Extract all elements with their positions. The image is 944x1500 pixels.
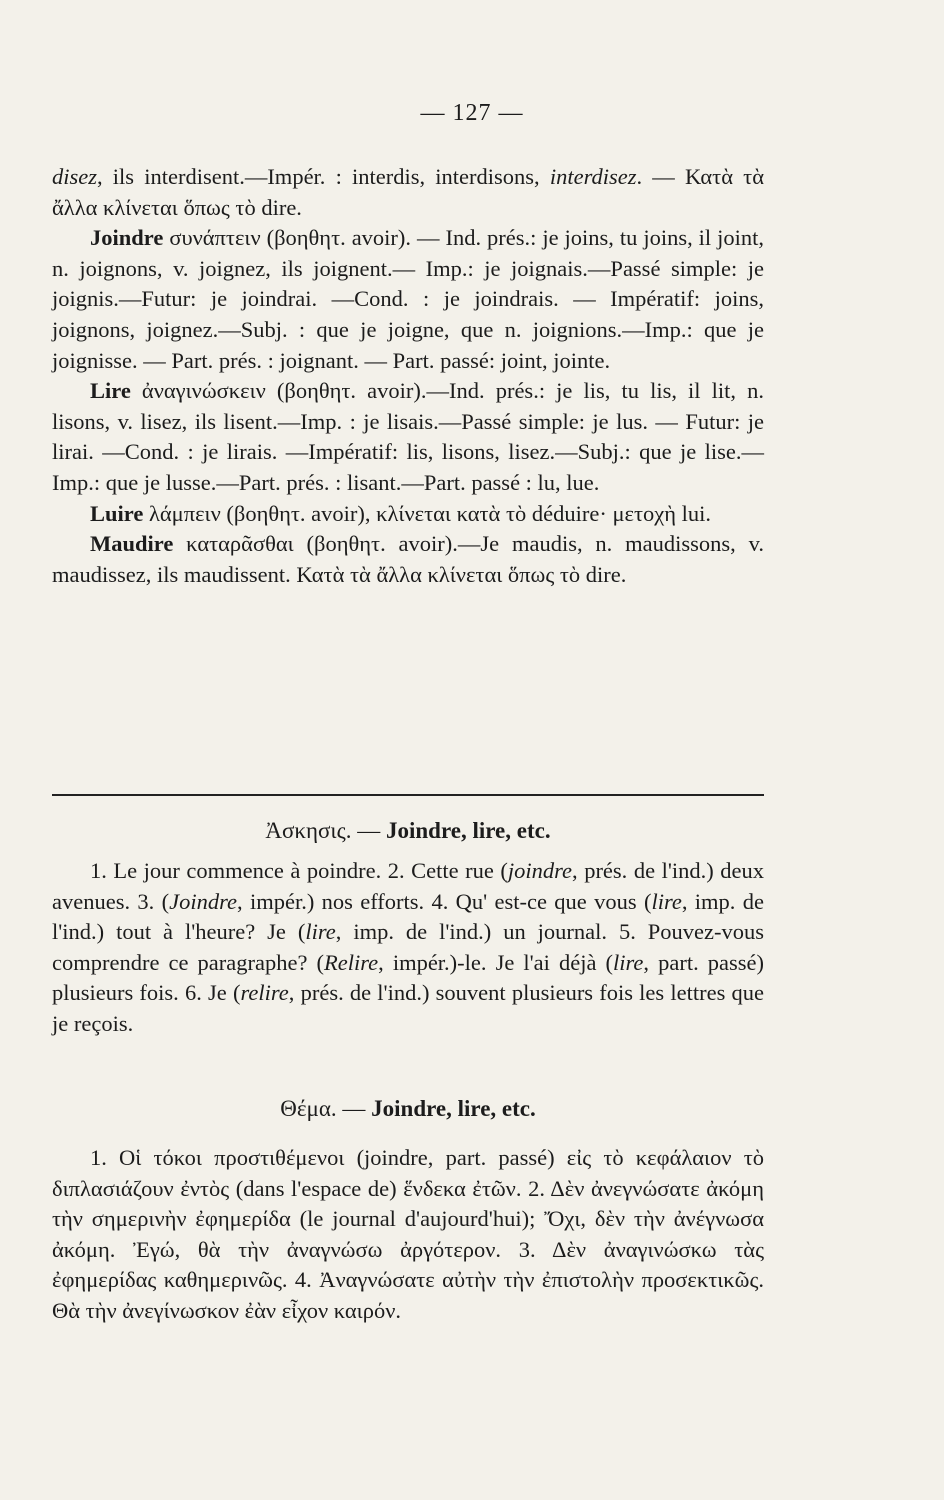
theme-paragraph: 1. Οἱ τόκοι προστιθέμενοι (joindre, part. passé) εἰς τὸ κεφάλαιον τὸ διπλασιάζουν ἐντὸς (dans l'espace de) ἕνδεκα ἐτῶν. 2. Δὲν ἀνεγνώσατε ἀκόμη τὴν σημερινὴν ἐφημερίδα (le journal d'aujourd'hui); Ὄχι, δὲν τὴν ἀνέγνωσα ἀκόμη. Ἐγώ, θὰ τὴν ἀναγνώσω ἀργότερον. 3. Δὲν ἀναγινώσκω τὰς ἐφημερίδας καθημερινῶς. 4. Ἀναγνώσατε αὐτὴν τὴν ἐπιστολὴν προσεκτικῶς. Θὰ τὴν ἀνεγίνωσκον ἐὰν εἶχον καιρόν. bbox=[52, 1145, 764, 1323]
exercise-paragraph bbox=[52, 856, 764, 1040]
exercise-text: , impér.) nos efforts. 4. Qu' est-ce que vous ( bbox=[237, 888, 652, 914]
entry-luire bbox=[52, 499, 764, 530]
heading-dash: — bbox=[336, 1096, 372, 1121]
italic-word: relire bbox=[240, 980, 289, 1006]
exercise-text: , part. passé) plusieurs fois. 6. Je ( bbox=[52, 949, 764, 1006]
theme-heading bbox=[0, 1096, 816, 1122]
exercise-label: Ἀσκησις. bbox=[265, 818, 352, 843]
italic-word: disez bbox=[52, 164, 97, 189]
headword: Lire bbox=[90, 378, 131, 404]
intro-text: , ils interdisent.—Impér. : interdis, interdisons, bbox=[97, 164, 550, 189]
headword: Joindre bbox=[90, 225, 164, 251]
section-divider bbox=[52, 794, 764, 796]
exercise-heading bbox=[0, 818, 816, 844]
page-number: — 127 — bbox=[420, 100, 524, 126]
intro-text: . — Κατὰ τὰ ἄλλα κλίνεται ὅπως τὸ dire. bbox=[52, 164, 764, 220]
exercise-text: , impér.)-le. Je l'ai déjà ( bbox=[378, 949, 613, 975]
exercise-title: Joindre, lire, etc. bbox=[385, 818, 551, 843]
entry-body: καταρᾶσθαι (βοηθητ. avoir).—Je maudis, n. maudissons, v. maudissez, ils maudissent. Κατὰ τὰ ἄλλα κλίνεται ὅπως τὸ dire. bbox=[52, 531, 764, 587]
italic-word: lire bbox=[305, 919, 336, 945]
exercise-text: , prés. de l'ind.) deux avenues. 3. ( bbox=[52, 858, 764, 914]
conjugation-section bbox=[52, 162, 764, 590]
entry-maudire bbox=[52, 529, 764, 590]
italic-word: joindre bbox=[507, 858, 573, 883]
exercise-text: 1. Le jour commence à poindre. 2. Cette rue ( bbox=[90, 858, 508, 883]
entry-joindre bbox=[52, 223, 764, 376]
exercise-section bbox=[52, 856, 764, 1040]
entry-body: λάμπειν (βοηθητ. avoir), κλίνεται κατὰ τὸ déduire· μετοχὴ lui. bbox=[143, 500, 712, 526]
exercise-text: , imp. de l'ind.) tout à l'heure? Je ( bbox=[52, 888, 764, 945]
heading-dash: — bbox=[351, 818, 386, 843]
headword: Maudire bbox=[90, 531, 174, 557]
italic-word: lire bbox=[651, 888, 682, 914]
theme-label: Θέμα. bbox=[280, 1096, 337, 1121]
intro-paragraph bbox=[52, 162, 764, 223]
italic-word: Joindre bbox=[169, 888, 238, 914]
italic-word: lire bbox=[613, 949, 644, 975]
entry-body: συνάπτειν (βοηθητ. avoir). — Ind. prés.: je joins, tu joins, il joint, n. joignons, v. joignez, ils joignent.— Imp.: je joignais.—Passé simple: je joignis.—Futur: je joindrai. —Cond. : je joindrais. — Impératif: joins, joignons, joignez.—Subj. : que je joigne, que n. joignions.—Imp.: que je joignisse. — Part. prés. : joignant. — Part. passé: joint, jointe. bbox=[52, 225, 764, 373]
theme-section bbox=[52, 1143, 764, 1327]
entry-lire bbox=[52, 376, 764, 498]
headword: Luire bbox=[90, 500, 144, 526]
italic-word: Relire bbox=[324, 949, 379, 975]
italic-word: interdisez bbox=[549, 164, 637, 189]
entry-body: ἀναγινώσκειν (βοηθητ. avoir).—Ind. prés.: je lis, tu lis, il lit, n. lisons, v. lisez, ils lisent.—Imp. : je lisais.—Passé simple: je lus. — Futur: je lirai. —Cond. : je lirais. —Impératif: lis, lisons, lisez.—Subj.: que je lise.—Imp.: que je lusse.—Part. prés. : lisant.—Part. passé : lu, lue. bbox=[52, 378, 764, 495]
exercise-text: , imp. de l'ind.) un journal. 5. Pouvez-vous comprendre ce paragraphe? ( bbox=[52, 919, 764, 975]
exercise-text: , prés. de l'ind.) souvent plusieurs fois les lettres que je reçois. bbox=[52, 980, 764, 1036]
theme-title: Joindre, lire, etc. bbox=[371, 1096, 536, 1121]
